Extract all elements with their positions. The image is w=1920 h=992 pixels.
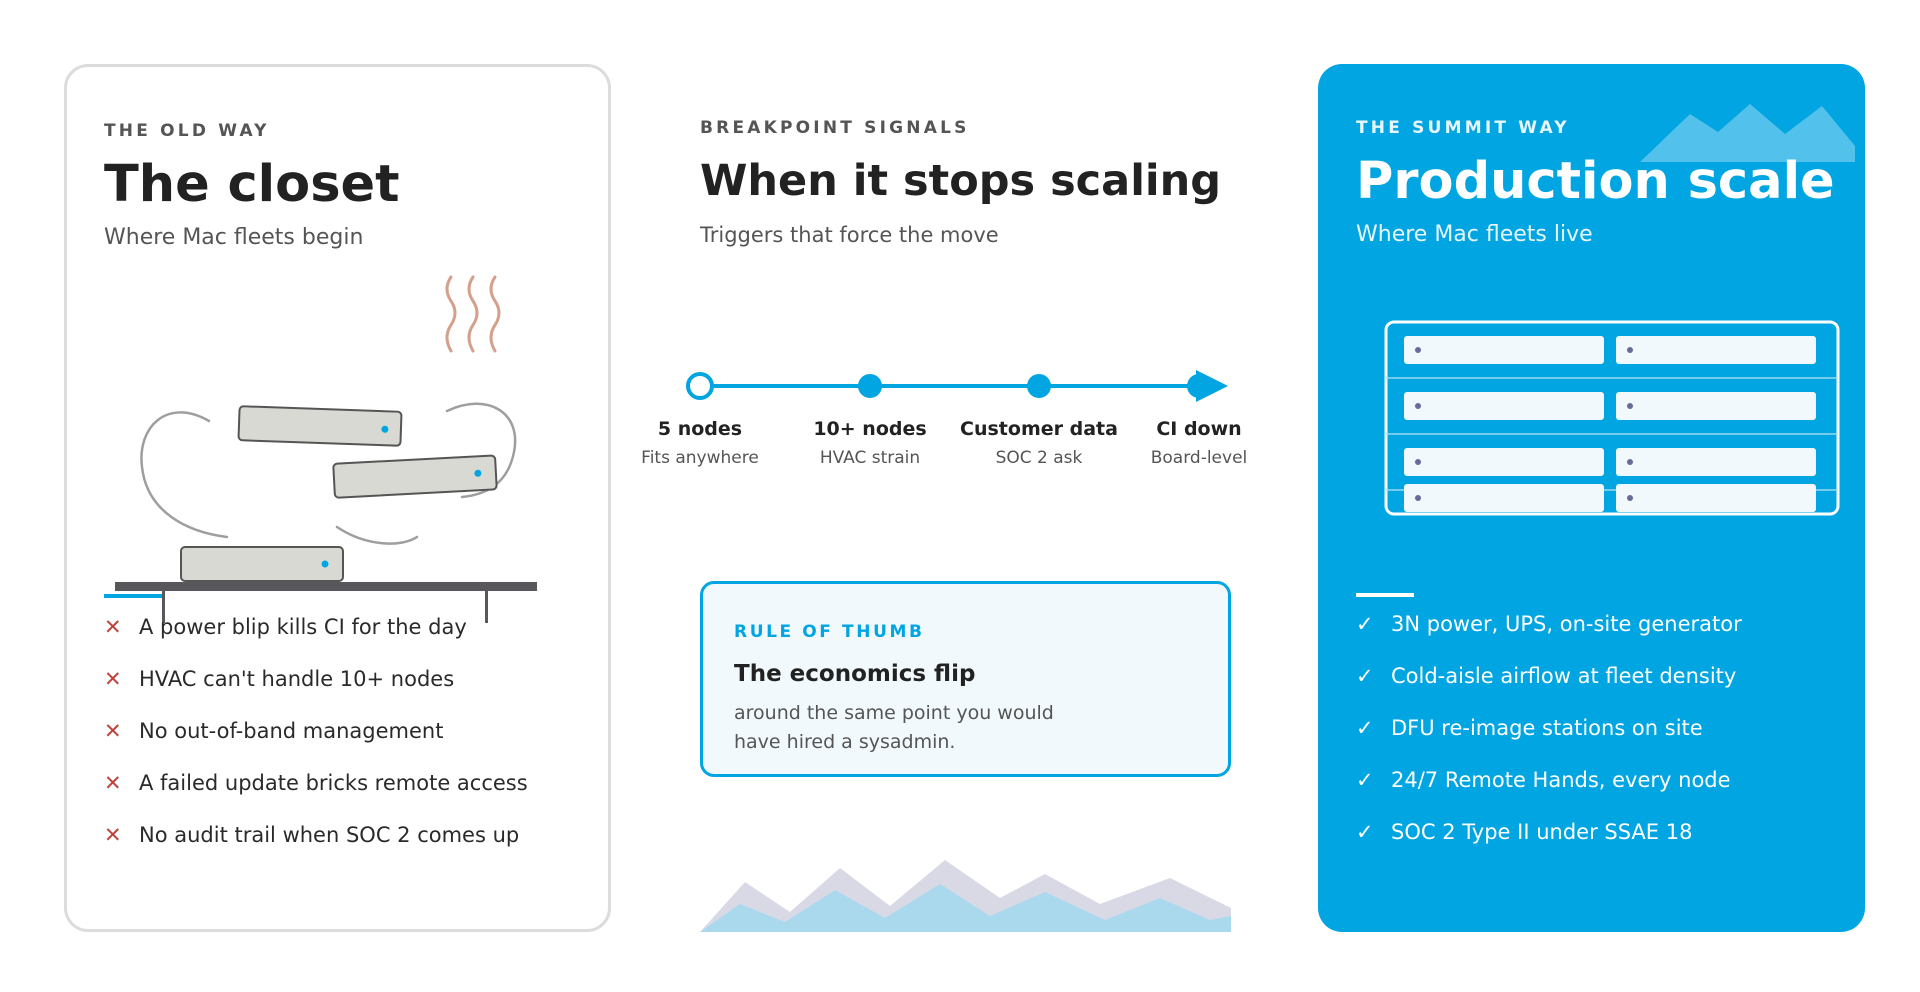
old-way-problem-list [104,615,528,875]
x-mark-icon: ✕ [104,771,122,795]
list-item: ✕ No audit trail when SOC 2 comes up [104,823,520,847]
rule-of-thumb-eyebrow: RULE OF THUMB [734,622,925,642]
list-item: ✕ HVAC can't handle 10+ nodes [104,667,455,691]
list-item: ✓ SOC 2 Type II under SSAE 18 [1356,820,1693,844]
check-mark-icon: ✓ [1356,768,1374,792]
list-item: ✓ DFU re-image stations on site [1356,716,1703,740]
list-item: ✓ Cold-aisle airflow at fleet density [1356,664,1737,688]
closet-illustration [67,247,614,637]
old-way-eyebrow: THE OLD WAY [104,121,270,141]
summit-way-eyebrow: THE SUMMIT WAY [1356,118,1570,138]
check-mark-icon: ✓ [1356,820,1374,844]
rule-of-thumb-body: around the same point you would have hired a sysadmin. [734,702,1054,753]
list-item: ✕ A power blip kills CI for the day [104,615,467,639]
list-item: ✓ 3N power, UPS, on-site generator [1356,612,1742,636]
timeline-stop: 5 nodes Fits anywhere [641,418,759,468]
mac-mini-device-icon [333,455,497,497]
mac-mini-device-icon [238,406,401,446]
breakpoint-title: When it stops scaling [700,156,1222,206]
rack-server-unit-bottom [1384,482,1840,522]
rack-server-unit [1404,336,1816,364]
breakpoint-eyebrow: BREAKPOINT SIGNALS [700,118,970,138]
summit-way-accent-rule [1356,593,1414,597]
timeline-node [1027,374,1051,398]
x-mark-icon: ✕ [104,615,122,639]
old-way-card [64,64,611,932]
summit-way-subtitle: Where Mac fleets live [1356,222,1593,247]
timeline-node [858,374,882,398]
rack-server-unit [1404,392,1816,420]
check-mark-icon: ✓ [1356,664,1374,688]
mountain-range-icon [700,856,1231,936]
summit-way-benefit-list [1356,612,1742,872]
timeline-track [630,354,1250,414]
rack-server-unit [1404,448,1816,476]
list-item: ✕ A failed update bricks remote access [104,771,528,795]
rule-of-thumb-callout [700,581,1231,777]
check-mark-icon: ✓ [1356,716,1374,740]
timeline-node-start [688,374,712,398]
heat-waves-icon [447,277,499,351]
timeline-stop: Customer data SOC 2 ask [960,418,1118,468]
old-way-accent-rule [104,594,162,598]
summit-way-title: Production scale [1356,152,1835,211]
old-way-title: The closet [104,155,400,214]
mac-mini-device-icon [181,547,343,581]
list-item: ✕ No out-of-band management [104,719,444,743]
timeline-stop: 10+ nodes HVAC strain [813,418,927,468]
old-way-subtitle: Where Mac fleets begin [104,225,364,250]
breakpoint-subtitle: Triggers that force the move [700,223,999,247]
summit-way-card [1318,64,1865,932]
timeline-stop: CI down Board-level [1150,418,1248,468]
timeline-node [1187,374,1211,398]
x-mark-icon: ✕ [104,667,122,691]
breakpoint-signals-section [641,64,1260,932]
x-mark-icon: ✕ [104,823,122,847]
x-mark-icon: ✕ [104,719,122,743]
rule-of-thumb-title: The economics flip [734,661,976,687]
check-mark-icon: ✓ [1356,612,1374,636]
breakpoint-timeline [630,354,1250,494]
list-item: ✓ 24/7 Remote Hands, every node [1356,768,1731,792]
